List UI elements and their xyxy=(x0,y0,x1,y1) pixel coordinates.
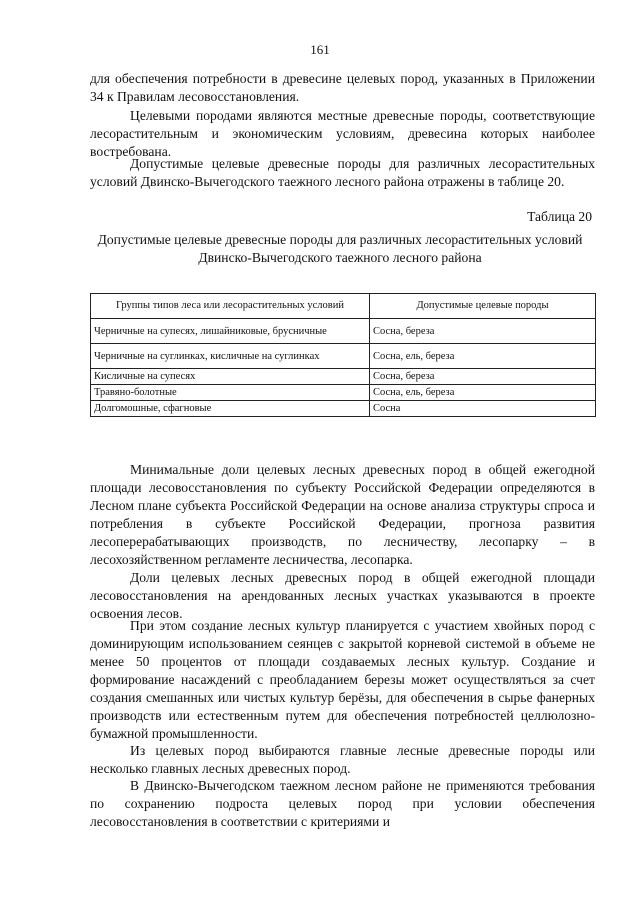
species-table xyxy=(90,293,596,417)
page-number: 161 xyxy=(310,42,330,57)
table-cell: Сосна, ель, береза xyxy=(370,344,596,369)
paragraph: Целевыми породами являются местные древесные породы, соответствующие лесорастительным и экономическим условиям, древесина которых наиболее востребована. xyxy=(90,108,595,159)
table-cell: Сосна xyxy=(370,401,596,417)
table-row xyxy=(91,344,596,369)
paragraph: для обеспечения потребности в древесине целевых пород, указанных в Приложении 34 к Правилам лесовосстановления. xyxy=(90,71,595,104)
table-row xyxy=(91,385,596,401)
table-row xyxy=(91,401,596,417)
paragraph: Из целевых пород выбираются главные лесные древесные породы или несколько главных лесных древесных пород. xyxy=(90,743,595,776)
table-cell: Долгомошные, сфагновые xyxy=(91,401,370,417)
paragraph: Минимальные доли целевых лесных древесных пород в общей ежегодной площади лесовосстановления по субъекту Российской Федерации определяются в Лесном плане субъекта Российской Федерации на основе анализа структуры спроса и потребления в субъекте Российской Федерации, прогноза развития лесоперерабатывающих производств, по лесничеству, лесопарку – в лесохозяйственном регламенте лесничества, лесопарка. xyxy=(90,462,595,567)
table-cell: Сосна, береза xyxy=(370,369,596,385)
paragraph: При этом создание лесных культур планируется с участием хвойных пород с доминирующим использованием сеянцев с закрытой корневой системой в объеме не менее 50 процентов от площади создаваемых лесных культур. Создание и формирование насаждений с преобладанием березы может осуществляться за счет создания смешанных или чистых культур берёзы, для обеспечения в сырье фанерных производств или естественным путем для обеспечения потребностей целлюлозно-бумажной промышленности. xyxy=(90,618,595,741)
table-cell: Черничные на суглинках, кисличные на суглинках xyxy=(91,344,370,369)
table-cell: Травяно-болотные xyxy=(91,385,370,401)
table-row xyxy=(91,369,596,385)
paragraph: Допустимые целевые древесные породы для различных лесорастительных условий Двинско-Вычегодского таежного лесного района отражены в таблице 20. xyxy=(90,156,595,189)
table-header-cell: Допустимые целевые породы xyxy=(370,294,596,319)
table-caption: Допустимые целевые древесные породы для различных лесорастительных условий Двинско-Вычегодского таежного лесного района xyxy=(97,232,583,265)
table-label: Таблица 20 xyxy=(527,209,592,224)
table-cell: Сосна, береза xyxy=(370,319,596,344)
paragraph: В Двинско-Вычегодском таежном лесном районе не применяются требования по сохранению подроста целевых пород при условии обеспечения лесовосстановления в соответствии с критериями и xyxy=(90,778,595,829)
table-cell: Сосна, ель, береза xyxy=(370,385,596,401)
paragraph: Доли целевых лесных древесных пород в общей ежегодной площади лесовосстановления на арендованных лесных участках указываются в проекте освоения лесов. xyxy=(90,570,595,621)
table-header-row xyxy=(91,294,596,319)
table-header-cell: Группы типов леса или лесорастительных условий xyxy=(91,294,370,319)
table-cell: Черничные на супесях, лишайниковые, брусничные xyxy=(91,319,370,344)
table-row xyxy=(91,319,596,344)
table-cell: Кисличные на супесях xyxy=(91,369,370,385)
